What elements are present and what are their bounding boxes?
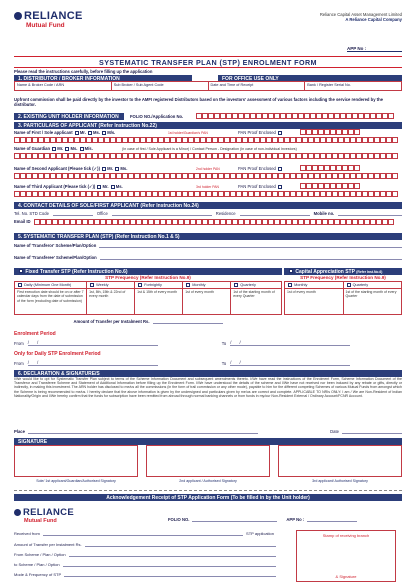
- daily-enrolment-row: [14, 360, 402, 366]
- monthly-checkbox[interactable]: [186, 283, 190, 287]
- std-code-field[interactable]: [53, 211, 93, 216]
- office-use-title: FOR OFFICE USE ONLY: [218, 75, 402, 82]
- pan-proof-checkbox[interactable]: [278, 185, 282, 189]
- fixed-stp-checkbox[interactable]: [19, 269, 23, 273]
- mobile-field[interactable]: [338, 211, 402, 216]
- third-name-boxes[interactable]: [14, 191, 398, 197]
- section1-title: 1. DISTRIBUTOR / BROKER INFORMATION: [14, 75, 192, 82]
- guardian-mrs-checkbox[interactable]: [80, 147, 84, 151]
- logo-sub: Mutual Fund: [26, 22, 65, 29]
- daily-from-field[interactable]: / /: [28, 360, 158, 366]
- second-mr-checkbox[interactable]: [102, 167, 106, 171]
- date-field[interactable]: [342, 429, 402, 434]
- monthly-label: Monthly: [192, 283, 206, 287]
- enrolment-row: [14, 340, 402, 346]
- quarterly-checkbox[interactable]: [234, 283, 238, 287]
- stp-application-label: STP application: [246, 531, 274, 536]
- second-applicant-text: Name of Second Applicant (Please tick (✓)): [14, 166, 100, 171]
- sub-broker-field[interactable]: [111, 82, 208, 91]
- app-no-field[interactable]: [347, 46, 402, 52]
- receipt-amount-row: [14, 542, 276, 547]
- ms-label: Ms.: [70, 146, 78, 151]
- transferor-label: Name of 'Transferor' Scheme/Plan/Option: [14, 243, 97, 248]
- transferee-label: Name of 'Transferee' Scheme/Plan/Option: [14, 255, 97, 260]
- amount-label: Amount of Transfer per Instalment Rs.: [73, 319, 150, 324]
- broker-code-label: Name & Broker Code / ARN: [17, 83, 65, 87]
- third-pan-boxes[interactable]: [300, 183, 360, 189]
- mr-label: Mr.: [79, 130, 86, 135]
- second-applicant-label: [14, 166, 127, 171]
- daily-checkbox[interactable]: [18, 283, 22, 287]
- mrs-label: M/s.: [107, 130, 116, 135]
- office-phone-field[interactable]: [112, 211, 212, 216]
- guardian-name-boxes[interactable]: [14, 153, 398, 159]
- quarterly-r-option[interactable]: [343, 282, 402, 289]
- weekly-desc: 1st, 8th, 15th & 22nd of every month: [87, 289, 135, 315]
- transferee-field[interactable]: [100, 255, 402, 260]
- section6-title: 6. DECLARATION & SIGNATURE/S: [14, 370, 402, 377]
- transferor-field[interactable]: [99, 243, 402, 248]
- ms-label: Ms.: [93, 130, 101, 135]
- place-date-row: [14, 429, 402, 434]
- pan-proof-checkbox[interactable]: [278, 167, 282, 171]
- second-ms-checkbox[interactable]: [115, 167, 119, 171]
- company-info: [320, 12, 402, 22]
- transferor-row: [14, 243, 402, 248]
- enrolment-to-field[interactable]: / /: [230, 340, 350, 346]
- transferee-row: [14, 255, 402, 260]
- receipt-logo-sub: Mutual Fund: [24, 518, 57, 524]
- section4-title: 4. CONTACT DETAILS OF SOLE/FIRST APPLICANT (Refer Instruction No.24): [14, 202, 402, 209]
- ms-checkbox[interactable]: [88, 131, 92, 135]
- first-applicant-label: [14, 130, 115, 135]
- stamp-box: [296, 530, 396, 582]
- guardian-note: (In case of first / Sole Applicant is a Minor) / Contact Person - Designation (In case of non-individual Investors): [122, 146, 297, 151]
- amount-row: [14, 319, 282, 324]
- daily-label: Daily (Minimum One Month): [24, 283, 72, 287]
- mrs-label: M/s.: [84, 146, 93, 151]
- guardian-mr-checkbox[interactable]: [52, 147, 56, 151]
- receipt-freq-row: [14, 572, 276, 577]
- receipt-from-field[interactable]: [69, 552, 276, 557]
- third-applicant-label: [14, 184, 123, 189]
- folio-label: FOLIO NO./Application No.: [130, 114, 184, 119]
- quarterly-label: Quarterly: [240, 283, 256, 287]
- weekly-option[interactable]: [87, 282, 135, 289]
- daily-desc: First execution date should be on or after 7 calendar days from the date of submission of the form (excluding date of submission): [15, 289, 87, 315]
- receipt-amount-field[interactable]: [85, 542, 276, 547]
- office-label: Office: [96, 211, 108, 216]
- residence-phone-field[interactable]: [240, 211, 310, 216]
- daily-to-field[interactable]: / /: [230, 360, 350, 366]
- amount-field[interactable]: [153, 319, 223, 324]
- serial-no-field[interactable]: [305, 82, 402, 91]
- quarterly-option[interactable]: [231, 282, 282, 289]
- company-line1: Reliance Capital Asset Management Limited: [319, 12, 402, 17]
- section3-title: 3. PARTICULARS OF APPLICANT (Refer Instruction No.22): [14, 122, 402, 129]
- second-name-boxes[interactable]: [14, 173, 398, 179]
- first-pan-boxes[interactable]: [300, 129, 360, 135]
- declaration-text: I/We would like to opt for Systematic Transfer Plan subject to terms of the Scheme Information Document and subsequent amendments thereto. I/We have read the instructions of the Enrolment Form, Scheme Information Document of the Transferor and Transferee Scheme and Statement of Additional Information before filling up the Enrolment Form. I/We have understood the details of the scheme and I/We have not received nor been induced by any rebate or gifts, directly or indirectly, in making this investment. The ARN holder has disclosed to me/us all the commissions (in the form of trail commission or any other mode), payable to him for the different competing Schemes of various Mutual Funds from amongst which the Scheme is being recommended to me/us. I hereby declare that the above information is given by the undersigned and particulars given by me/us are correct and complete. APPLICABLE TO NRIs ONLY: I am / We are Non-Resident of Indian Nationality/Origin and I/We hereby confirm that the funds for subscription have been remitted from abroad through normal banking channels or from funds in my/our Non-Resident External / Ordinary Account/FCNR Account.: [14, 377, 402, 398]
- received-row: [14, 531, 274, 536]
- place-field[interactable]: [28, 429, 258, 434]
- divider: [14, 56, 402, 57]
- guardian-text: Name of Guardian: [14, 146, 51, 151]
- ms-label: Ms.: [115, 184, 123, 189]
- email-boxes[interactable]: [34, 219, 394, 225]
- email-row: [14, 219, 394, 225]
- fixed-stp-label: Fixed Transfer STP (Refer Instruction No.6): [25, 268, 128, 275]
- cut-line: [14, 490, 402, 491]
- third-applicant-text: Name of Third Applicant (Please tick (✓)): [14, 184, 96, 189]
- to-label2: To: [221, 360, 227, 366]
- receipt-amount-label: Amount of Transfer per Instalment Rs.: [14, 542, 82, 547]
- receipt-to-field[interactable]: [63, 562, 276, 567]
- pan-proof-label: PAN Proof Enclosed: [238, 130, 276, 135]
- first-pan-hint: 1st holder/Guardian's PAN: [168, 130, 208, 135]
- logo-mark-icon: [14, 12, 22, 20]
- freq-title: STP Frequency (Refer Instruction No.9): [105, 275, 191, 280]
- receipt-time-label: Date and Time of Receipt: [210, 83, 254, 87]
- signature-box-3[interactable]: [278, 445, 402, 477]
- first-pan-proof: [238, 130, 283, 135]
- first-name-boxes[interactable]: [14, 137, 398, 143]
- capital-freq-table: [284, 281, 402, 315]
- fortnightly-label: Fortnightly: [144, 283, 162, 287]
- receipt-app-label: APP No :: [286, 517, 305, 522]
- enrolment-title: Enrolment Period: [14, 331, 56, 337]
- company-line2: A Reliance Capital Company: [345, 17, 402, 22]
- broker-table: [14, 81, 402, 91]
- second-pan-boxes[interactable]: [300, 165, 360, 171]
- mr-label: Mr.: [57, 146, 64, 151]
- quarterly-r-desc: 1st of the starting month of every Quarter: [343, 289, 402, 315]
- pan-proof-label: PAN Proof Enclosed: [238, 184, 276, 189]
- received-from-field[interactable]: [43, 531, 243, 536]
- app-no-label: APP No :: [347, 46, 367, 51]
- upfront-note: Upfront commission shall be paid directly by the investor to the AMFI registered Distributors based on the investors' assessment of various factors including the service rendered by the distributor.: [14, 97, 383, 107]
- receipt-to-label: to Scheme / Plan / Option: [14, 562, 60, 567]
- place-label: Place: [14, 429, 25, 434]
- stamp-signature-label: & Signature: [335, 574, 357, 579]
- broker-code-field[interactable]: [15, 82, 112, 91]
- signature-box-2[interactable]: [146, 445, 270, 477]
- receipt-freq-label: Mode & Frequency of STP: [14, 572, 62, 577]
- daily-enrolment-title: Only for Daily STP Enrolment Period: [14, 351, 101, 357]
- pan-proof-checkbox[interactable]: [278, 131, 282, 135]
- reliance-logo: [14, 10, 83, 29]
- to-label: To: [221, 340, 227, 346]
- capital-stp-checkbox[interactable]: [289, 269, 293, 273]
- receipt-logo: [14, 507, 74, 524]
- mobile-label: Mobile no.: [313, 211, 335, 216]
- receipt-from-row: [14, 552, 276, 557]
- mr-checkbox[interactable]: [75, 131, 79, 135]
- third-mr-checkbox[interactable]: [97, 185, 101, 189]
- receipt-logo-text: RELIANCE: [14, 507, 74, 518]
- third-ms-checkbox[interactable]: [111, 185, 115, 189]
- folio-boxes[interactable]: [196, 113, 394, 119]
- first-applicant-text: Name of First / Sole applicant: [14, 130, 73, 135]
- weekly-label: Weekly: [96, 283, 109, 287]
- receipt-to-row: [14, 562, 276, 567]
- freq-title-right: STP Frequency (Refer Instruction No.9): [300, 275, 386, 280]
- monthly-option[interactable]: [183, 282, 231, 289]
- receipt-freq-field[interactable]: [64, 572, 276, 577]
- monthly-r-option[interactable]: [285, 282, 344, 289]
- daily-option[interactable]: [15, 282, 87, 289]
- monthly-r-label: Monthly: [294, 283, 308, 287]
- received-from-label: Received from: [14, 531, 40, 536]
- sig2-label: 2nd applicant / Authorised Signatory: [179, 479, 237, 483]
- divider: [14, 67, 402, 68]
- email-label: Email ID: [14, 219, 31, 225]
- fortnightly-option[interactable]: [135, 282, 183, 289]
- guardian-ms-checkbox[interactable]: [65, 147, 69, 151]
- receipt-folio-row: [168, 517, 357, 522]
- mr-label: Mr.: [107, 166, 114, 171]
- monthly-desc: 1st of every month: [183, 289, 231, 315]
- fixed-freq-table: [14, 281, 282, 315]
- quarterly-desc: 1st of the starting month of every Quarter: [231, 289, 282, 315]
- from-label2: From: [14, 360, 24, 366]
- receipt-time-field[interactable]: [208, 82, 305, 91]
- ms-label: Ms.: [120, 166, 128, 171]
- second-pan-hint: 2nd holder PAN: [196, 166, 220, 171]
- weekly-checkbox[interactable]: [90, 283, 94, 287]
- sub-broker-label: Sub Broker / Sub Agent Code: [113, 83, 164, 87]
- mr-label: Mr.: [102, 184, 109, 189]
- capital-stp-ref: (Refer Inst.No.6): [356, 269, 383, 274]
- residence-label: Residence: [215, 211, 236, 216]
- second-pan-proof: [238, 166, 283, 171]
- fortnightly-desc: 1st & 15th of every month: [135, 289, 183, 315]
- section2-title: 2. EXISTING UNIT HOLDER INFORMATION: [14, 113, 124, 120]
- serial-no-label: Bank / Register Serial No.: [307, 83, 351, 87]
- mrs-checkbox[interactable]: [102, 131, 106, 135]
- receipt-folio-label: FOLIO NO.: [168, 517, 190, 522]
- signature-box-1[interactable]: [14, 445, 138, 477]
- receipt-folio-field[interactable]: [192, 517, 277, 522]
- receipt-app-field[interactable]: [307, 517, 357, 522]
- receipt-title: Acknowledgement Receipt of STP Application Form (To be filled in by the Unit holder): [14, 494, 402, 501]
- monthly-r-desc: 1st of every month: [285, 289, 344, 315]
- fortnightly-checkbox[interactable]: [138, 283, 142, 287]
- date-label: Date: [330, 429, 339, 434]
- pan-proof-label: PAN Proof Enclosed: [238, 166, 276, 171]
- form-title: SYSTEMATIC TRANSFER PLAN (STP) ENROLMENT FORM: [99, 58, 317, 67]
- signature-title: SIGNATURE: [14, 438, 402, 445]
- guardian-label: [14, 146, 93, 151]
- section5-title: 5. SYSTEMATIC TRANSFER PLAN (STP) (Refer Instruction No.1 & 5): [14, 233, 402, 240]
- third-pan-hint: 3rd holder PAN: [196, 184, 219, 189]
- quarterly-r-label: Quarterly: [352, 283, 369, 287]
- tel-label: Tel. No. STD Code: [14, 211, 49, 216]
- stamp-label: Stamp of receiving branch: [322, 533, 370, 538]
- capital-stp-label: Capital Appreciation STP: [295, 268, 355, 275]
- receipt-from-label: From Scheme / Plan / Option: [14, 552, 66, 557]
- monthly-r-checkbox[interactable]: [288, 283, 292, 287]
- logo-text: RELIANCE: [14, 10, 83, 22]
- sig3-label: 3rd applicant/ Authorised Signatory: [312, 479, 368, 483]
- instruction-note: Please read the instructions carefully, before filling up the application: [14, 69, 153, 74]
- tel-row: [14, 211, 402, 216]
- third-pan-proof: [238, 184, 283, 189]
- enrolment-from-field[interactable]: / /: [28, 340, 158, 346]
- from-label: From: [14, 340, 24, 346]
- receipt-logo-mark-icon: [14, 509, 21, 516]
- sig1-label: Sole/ 1st applicant/Guardian/Authorised Signatory: [36, 479, 116, 483]
- quarterly-r-checkbox[interactable]: [347, 283, 351, 287]
